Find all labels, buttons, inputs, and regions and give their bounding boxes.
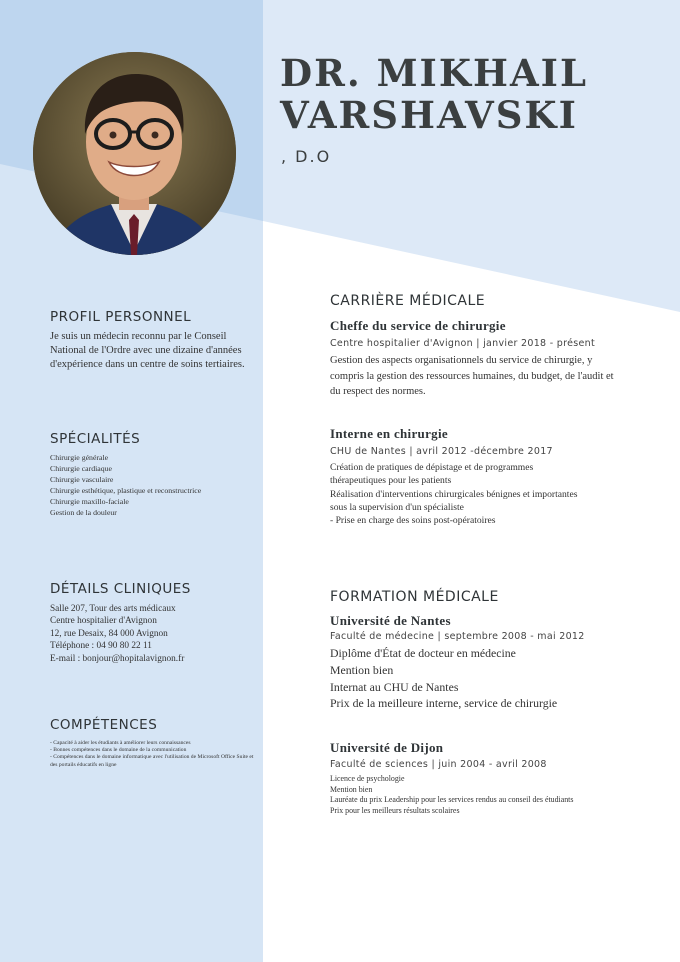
list-item: Licence de psychologie — [330, 774, 405, 783]
career-heading: CARRIÈRE MÉDICALE — [330, 293, 486, 309]
specialties-heading: SPÉCIALITÉS — [50, 431, 141, 447]
profile-text: Je suis un médecin reconnu par le Conseil National de l'Ordre avec une dizaine d'années d'expérience dans un centre de soins tertiaires. — [50, 331, 245, 371]
education-heading: FORMATION MÉDICALE — [330, 589, 499, 605]
list-item: Chirurgie cardiaque — [50, 464, 112, 473]
school-title: Université de Dijon — [330, 740, 444, 755]
list-item: Chirurgie générale — [50, 453, 109, 462]
list-item: Mention bien — [330, 784, 373, 794]
list-item: Création de pratiques de dépistage et de programmes thérapeutiques pour les patients — [330, 462, 534, 487]
list-item: Mention bien — [330, 662, 394, 677]
list-item: Réalisation d'interventions chirurgicales bénignes et importantes sous la supervision d'un spécialiste — [330, 488, 578, 513]
school-meta: Faculté de sciences | juin 2004 - avril 2008 — [330, 759, 547, 770]
clinic-heading: DÉTAILS CLINIQUES — [50, 581, 191, 597]
job-meta: Centre hospitalier d'Avignon | janvier 2018 - présent — [330, 338, 595, 349]
portrait-image — [33, 52, 236, 255]
clinic-address: 12, rue Desaix, 84 000 Avignon — [50, 628, 168, 639]
specialties-list — [50, 452, 255, 518]
clinic-email: E-mail : bonjour@hopitalavignon.fr — [50, 653, 185, 664]
list-item: - Bonnes compétences dans le domaine de la communication — [50, 747, 187, 754]
list-item: Chirurgie maxillo-faciale — [50, 497, 129, 506]
profile-heading: PROFIL PERSONNEL — [50, 309, 192, 325]
list-item: Prix de la meilleure interne, service de chirurgie — [330, 696, 558, 711]
list-item: - Capacité à aider les étudiants à améliorer leurs connaissances — [50, 740, 191, 746]
list-item: Lauréate du prix Leadership pour les services rendus au conseil des étudiants — [330, 795, 574, 805]
doctor-name: DR. MIKHAIL VARSHAVSKI — [280, 51, 589, 137]
list-item: Internat au CHU de Nantes — [330, 679, 459, 694]
profile-photo — [33, 52, 236, 255]
clinic-hospital: Centre hospitalier d'Avignon — [50, 616, 157, 627]
list-item: Chirurgie vasculaire — [50, 475, 114, 484]
clinic-phone: Téléphone : 04 90 80 22 11 — [50, 641, 152, 652]
school-meta: Faculté de médecine | septembre 2008 - mai 2012 — [330, 631, 585, 642]
skills-list — [50, 740, 260, 769]
job-title: Interne en chirurgie — [330, 426, 448, 441]
school-details — [330, 774, 595, 816]
credentials: , D.O — [281, 147, 332, 166]
job-description: Gestion des aspects organisationnels du service de chirurgie, y compris la gestion des ressources humaines, du budget, de l'audit et du respect des normes. — [330, 355, 614, 397]
list-item: Chirurgie esthétique, plastique et reconstructrice — [50, 486, 202, 495]
list-item: - Prise en charge des soins post-opératoires — [330, 515, 496, 527]
school-details — [330, 645, 630, 712]
list-item: Gestion de la douleur — [50, 508, 117, 517]
list-item: Prix pour les meilleurs résultats scolaires — [330, 805, 460, 815]
job-duties — [330, 461, 580, 527]
job-title: Cheffe du service de chirurgie — [330, 318, 506, 333]
clinic-details — [50, 603, 255, 665]
skills-heading: COMPÉTENCES — [50, 717, 158, 733]
clinic-room: Salle 207, Tour des arts médicaux — [50, 604, 176, 614]
list-item: Diplôme d'État de docteur en médecine — [330, 646, 516, 660]
job-meta: CHU de Nantes | avril 2012 -décembre 2017 — [330, 446, 553, 457]
school-title: Université de Nantes — [330, 613, 451, 628]
list-item: - Compétences dans le domaine informatique avec l'utilisation de Microsoft Office Suite et des portails éducatifs en ligne — [50, 754, 254, 768]
